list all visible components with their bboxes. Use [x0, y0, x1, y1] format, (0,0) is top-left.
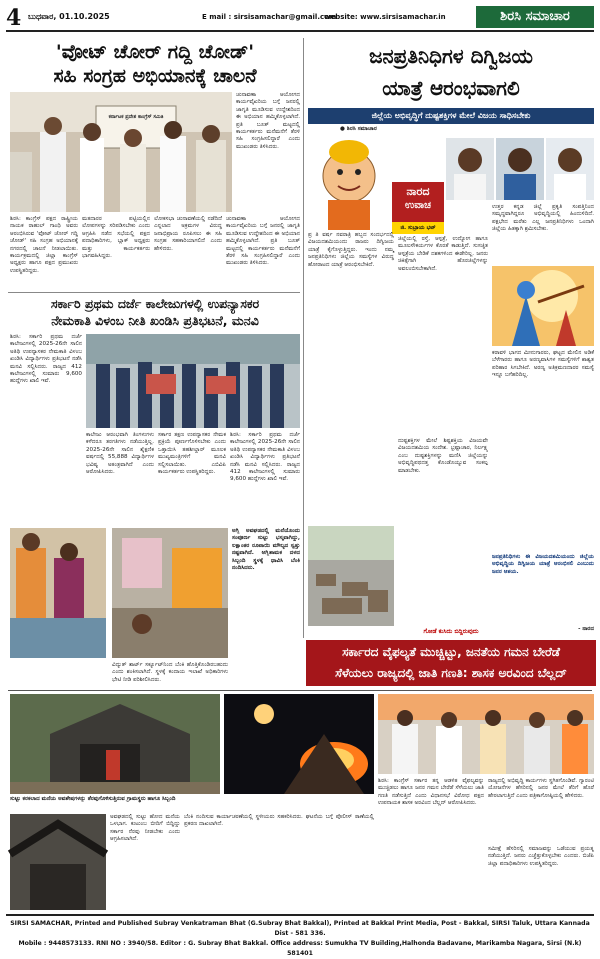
lecturer-story-body: ಸರ್ಕಾರ ತಕ್ಷಣ ಉಪನ್ಯಾಸಕರ ನೇಮಕ ಪ್ರಕ್ರಿಯೆ ಪೂರ್ಣಗೊಳಿಸಬೇಕು ಎಂದು ಒತ್ತಾಯಿಸಿ ತಹಶೀಲ್ದಾರ್ ಮೂಲಕ ಮುಖ್ಯಮಂತ್ರಿಗಳಿಗೆ ಮನವಿ ಸಲ್ಲಿಸಲಾಯಿತು. ಎಬಿವಿಪಿ ಕಾರ್ಯಕರ್ತರು ಉಪಸ್ಥಿತರಿದ್ದರು. [158, 432, 226, 476]
caste-story-body: ಸಮೀಕ್ಷೆ ಹೆಸರಿನಲ್ಲಿ ಸಮಾಜವನ್ನು ಒಡೆಯುವ ಪ್ರಯತ್ನ ನಡೆಯುತ್ತಿದೆ. ಜನರು ಎಚ್ಚೆತ್ತುಕೊಳ್ಳಬೇಕು ಎಂದರು. ಬಿಜೆಪಿ ಜಿಲ್ಲಾ ಪದಾಧಿಕಾರಿಗಳು ಉಪಸ್ಥಿತರಿದ್ದರು. [488, 846, 594, 867]
column-name: ಉವಾಚ [404, 200, 432, 211]
vote-campaign-photo [10, 92, 232, 212]
lecturer-story-body: ಶಿರಸಿ: ಸರ್ಕಾರಿ ಪ್ರಥಮ ದರ್ಜೆ ಕಾಲೇಜುಗಳಲ್ಲಿ 2025-26ನೇ ಸಾಲಿನ ಅತಿಥಿ ಉಪನ್ಯಾಸಕರ ನೇಮಕಾತಿ ವಿಳಂಬ ಖಂಡಿಸಿ ವಿದ್ಯಾರ್ಥಿಗಳು ಪ್ರತಿಭಟನೆ ನಡೆಸಿ ಮನವಿ ಸಲ್ಲಿಸಿದರು. ರಾಜ್ಯದ 412 ಕಾಲೇಜುಗಳಲ್ಲಿ ಸುಮಾರು 9,600 ಹುದ್ದೆಗಳು ಖಾಲಿ ಇವೆ. [230, 432, 300, 483]
headline-line: ಸಹಿ ಸಂಗ್ರಹ ಅಭಿಯಾನಕ್ಕೆ ಚಾಲನೆ [53, 65, 257, 87]
leader-portrait [496, 138, 544, 200]
lecturer-story-headline [10, 295, 300, 329]
column-sign-off: - ನಾರದ [578, 626, 594, 632]
column-headline [308, 40, 594, 104]
narada-cartoon [308, 134, 390, 230]
vote-story-body: ಶಿರಸಿ: ಕಾಂಗ್ರೆಸ್ ಪಕ್ಷದ ರಾಷ್ಟ್ರೀಯ ನಾಯಕ ರಾಹುಲ್ ಗಾಂಧಿ ಅವರು ಆರಂಭಿಸಿರುವ 'ವೋಟ್ ಚೋರ್ ಗದ್ದಿ ಚೋಡ್' ಸಹಿ ಸಂಗ್ರಹ ಅಭಿಯಾನಕ್ಕೆ ನಗರದಲ್ಲಿ ಚಾಲನೆ ನೀಡಲಾಯಿತು. ಕಾರ್ಯಕ್ರಮದಲ್ಲಿ ಜಿಲ್ಲಾ ಕಾಂಗ್ರೆಸ್ ಅಧ್ಯಕ್ಷರು ಹಾಗೂ ಪಕ್ಷದ ಪ್ರಮುಖರು ಉಪಸ್ಥಿತರಿದ್ದರು. [10, 216, 78, 274]
press-meet-photo [378, 694, 594, 774]
column-divider [303, 38, 304, 638]
vote-story-body: ಚುನಾವಣಾ ಆಯೋಗದ ಕಾರ್ಯವೈಖರಿಯ ಬಗ್ಗೆ ಜನರಲ್ಲಿ ಜಾಗೃತಿ ಮೂಡಿಸುವ ಉದ್ದೇಶದಿಂದ ಈ ಅಭಿಯಾನ ಹಮ್ಮಿಕೊಳ್ಳಲಾಗಿದೆ. ಪ್ರತಿ ಬೂತ್ ಮಟ್ಟದಲ್ಲಿ ಕಾರ್ಯಕರ್ತರು ಮನೆಮನೆಗೆ ತೆರಳಿ ಸಹಿ ಸಂಗ್ರಹಿಸಲಿದ್ದಾರೆ ಎಂದು ಮುಖಂಡರು ತಿಳಿಸಿದರು. [226, 216, 300, 267]
column-body: ದುಷ್ಟಶಕ್ತಿಗಳ ಮೇಲೆ ಶಿಷ್ಟಶಕ್ತಿಯ ವಿಜಯವೇ ವಿಜಯದಶಮಿಯ ಸಂದೇಶ. ಭ್ರಷ್ಟಾಚಾರ, ನಿರ್ಲಕ್ಷ್ಯ ಎಂಬ ದುಷ್ಟಶಕ್ತಿಗಳನ್ನು ಮಣಿಸಿ ಜಿಲ್ಲೆಯನ್ನು ಅಭಿವೃದ್ಧಿಪಥದತ್ತ ಕೊಂಡೊಯ್ಯುವ ಸಂಕಲ್ಪ ಮಾಡಬೇಕು. [398, 438, 488, 474]
masthead-email[interactable]: E mail : sirsisamachar@gmail.com [202, 13, 337, 21]
column-body: ಉತ್ತರ ಕನ್ನಡ ಜಿಲ್ಲೆ ಪ್ರಕೃತಿ ಸಂಪತ್ತಿನಿಂದ ಸಮೃದ್ಧವಾಗಿದ್ದರೂ ಅಭಿವೃದ್ಧಿಯಲ್ಲಿ ಹಿಂದುಳಿದಿದೆ. ಪಕ್ಷಭೇದ ಮರೆತು ಎಲ್ಲ ಜನಪ್ರತಿನಿಧಿಗಳು ಒಂದಾಗಿ ಜಿಲ್ಲೆಯ ಹಿತಕ್ಕಾಗಿ ಶ್ರಮಿಸಬೇಕು. [492, 204, 594, 233]
wall-collapse-caption: ಗೋಡೆ ಕುಸಿದು ಬಿದ್ದಿರುವುದು [423, 628, 479, 635]
fire-story-body: ವಿದ್ಯುತ್ ಶಾರ್ಟ್ ಸರ್ಕ್ಯೂಟ್‌ನಿಂದ ಬೆಂಕಿ ಹೊತ್ತಿಕೊಂಡಿರಬಹುದು ಎಂದು ಶಂಕಿಸಲಾಗಿದೆ. ಸ್ಥಳಕ್ಕೆ ಕಂದಾಯ ಇಲಾಖೆ ಅಧಿಕಾರಿಗಳು ಭೇಟಿ ನೀಡಿ ಪರಿಶೀಲಿಸಿದರು. [112, 662, 228, 683]
headline-line: ಸೆಳೆಯಲು ರಾಜ್ಯದಲ್ಲಿ ಜಾತಿ ಗಣತಿ: ಶಾಸಕ ಅರವಿಂದ ಬೆಲ್ಲದ್ [335, 666, 567, 680]
issue-date: ಬುಧವಾರ, 01.10.2025 [28, 12, 110, 21]
wall-collapse-photo [308, 526, 394, 626]
headline-line: ಸರ್ಕಾರದ ವೈಫಲ್ಯತೆ ಮುಚ್ಚಿಟ್ಟು, ಜನತೆಯ ಗಮನ ಬೇರೆಡೆ [342, 645, 560, 659]
headline-line: ಯಾತ್ರೆ ಆರಂಭವಾಗಲಿ [382, 76, 520, 100]
student-protest-photo [86, 334, 300, 428]
section-divider [8, 690, 592, 691]
fire-scene-photo [112, 528, 228, 658]
burnt-house-photo [10, 694, 220, 794]
column-body: ಪ್ರ ತಿ ವರ್ಷ ನವರಾತ್ರಿ ಹಬ್ಬದ ಸಂದರ್ಭದಲ್ಲಿ ವಿಜಯದಶಮಿಯಂದು ರಾಜರು ದಿಗ್ವಿಜಯ ಯಾತ್ರೆ ಕೈಗೊಳ್ಳುತ್ತಿದ್ದರು. ಇಂದು ನಮ್ಮ ಜನಪ್ರತಿನಿಧಿಗಳು ಜಿಲ್ಲೆಯ ಸಮಸ್ಯೆಗಳ ವಿರುದ್ಧ ಹೋರಾಟದ ಯಾತ್ರೆ ಆರಂಭಿಸಬೇಕಿದೆ. [308, 232, 394, 268]
page-number: 4 [6, 5, 22, 31]
vote-story-body: ಲೋಕಸಭಾ ಚುನಾವಣೆಯಲ್ಲಿ ನಡೆದಿದೆ ಎನ್ನಲಾದ ಅಕ್ರಮಗಳ ವಿರುದ್ಧ ಜನಾಭಿಪ್ರಾಯ ರೂಪಿಸಲು ಈ ಸಹಿ ಸಂಗ್ರಹ ಸಹಕಾರಿಯಾಗಲಿದೆ ಎಂದು ಹೇಳಿದರು. [154, 216, 222, 252]
imprint-footer [6, 914, 594, 957]
section-divider [8, 292, 300, 293]
fire-side-note: ಅವಘಡದಲ್ಲಿ ಸುಟ್ಟು ಹೋದ ಮನೆಯ ಒಳಭಾಗ. ಕುಟುಂಬ ಬೀದಿಗೆ ಬಿದ್ದಿದ್ದು ಸರ್ಕಾರ ನೆರವು ನೀಡಬೇಕು ಎಂದು ಆಗ್ರಹಿಸಲಾಗಿದೆ. [110, 814, 180, 843]
column-pull-quote: ಜನಪ್ರತಿನಿಧಿಗಳು ಈ ವಿಜಯದಶಮಿಯಂದು ಜಿಲ್ಲೆಯ ಅಭಿವೃದ್ಧಿಯ ದಿಗ್ವಿಜಯ ಯಾತ್ರೆ ಆರಂಭಿಸಲಿ ಎಂಬುದು ಜನರ ಆಶಯ. [492, 554, 594, 575]
lecturer-story-body: ಶಿರಸಿ: ಸರ್ಕಾರಿ ಪ್ರಥಮ ದರ್ಜೆ ಕಾಲೇಜುಗಳಲ್ಲಿ 2025-26ನೇ ಸಾಲಿನ ಅತಿಥಿ ಉಪನ್ಯಾಸಕರ ನೇಮಕಾತಿ ವಿಳಂಬ ಖಂಡಿಸಿ ವಿದ್ಯಾರ್ಥಿಗಳು ಪ್ರತಿಭಟನೆ ನಡೆಸಿ ಮನವಿ ಸಲ್ಲಿಸಿದರು. ರಾಜ್ಯದ 412 ಕಾಲೇಜುಗಳಲ್ಲಿ ಸುಮಾರು 9,600 ಹುದ್ದೆಗಳು ಖಾಲಿ ಇವೆ. [10, 334, 82, 385]
leader-portrait [446, 138, 494, 200]
column-author: ● ಶಿರಸಿ ಸಮಾಚಾರ [340, 126, 377, 132]
headline-line: ಸರ್ಕಾರಿ ಪ್ರಥಮ ದರ್ಜೆ ಕಾಲೇಜುಗಳಲ್ಲಿ ಉಪನ್ಯಾಸಕರ [50, 296, 260, 311]
masthead [6, 6, 594, 32]
column-subheadline: ಜಿಲ್ಲೆಯ ಅಭಿವೃದ್ಧಿಗೆ ದುಷ್ಟಶಕ್ತಿಗಳ ಮೇಲೆ ವಿಜಯ ಸಾಧಿಸಬೇಕು [308, 108, 594, 124]
column-body: ಜಿಲ್ಲೆಯಲ್ಲಿ ರಸ್ತೆ, ಆಸ್ಪತ್ರೆ, ಉದ್ಯೋಗ ಹಾಗೂ ಮೂಲಸೌಕರ್ಯಗಳ ಕೊರತೆ ಕಾಡುತ್ತಿದೆ. ಸುಸಜ್ಜಿತ ಆಸ್ಪತ್ರೆಯ ಬೇಡಿಕೆ ದಶಕಗಳಿಂದ ಈಡೇರಿಲ್ಲ. ಜನರು ಚಿಕಿತ್ಸೆಗಾಗಿ ಹೊರಜಿಲ್ಲೆಗಳನ್ನು ಅವಲಂಬಿಸಬೇಕಾಗಿದೆ. [398, 236, 488, 272]
burnt-interior-photo [10, 814, 106, 910]
paper-name: ಶಿರಸಿ ಸಮಾಚಾರ [476, 6, 594, 28]
fire-night-photo [224, 694, 374, 794]
imprint-line: Mobile : 9448573133. RNI NO : 3940/58. Editor : G. Subray Bhat Bakkal. Office address: Sumukha TV Building,Halhonda Badavane, Marikamba Nagara, Sirsi (N.k) 581401 [18, 940, 582, 957]
column-byline: ಜಿ. ಸುಬ್ರಾಯ ಭಟ್ [392, 222, 444, 234]
vote-story-body: ಚುನಾವಣಾ ಆಯೋಗದ ಕಾರ್ಯವೈಖರಿಯ ಬಗ್ಗೆ ಜನರಲ್ಲಿ ಜಾಗೃತಿ ಮೂಡಿಸುವ ಉದ್ದೇಶದಿಂದ ಈ ಅಭಿಯಾನ ಹಮ್ಮಿಕೊಳ್ಳಲಾಗಿದೆ. ಪ್ರತಿ ಬೂತ್ ಮಟ್ಟದಲ್ಲಿ ಕಾರ್ಯಕರ್ತರು ಮನೆಮನೆಗೆ ತೆರಳಿ ಸಹಿ ಸಂಗ್ರಹಿಸಲಿದ್ದಾರೆ ಎಂದು ಮುಖಂಡರು ತಿಳಿಸಿದರು. [236, 92, 300, 150]
caste-census-headline [306, 640, 596, 686]
headline-line: 'ವೋಟ್ ಚೋರ್ ಗದ್ದಿ ಚೋಡ್' [55, 41, 255, 63]
campaign-sign-text: ಕರ್ನಾಟಕ ಪ್ರದೇಶ ಕಾಂಗ್ರೆಸ್ ಸಮಿತಿ [108, 114, 164, 120]
caste-story-body: ಶಿರಸಿ: ಕಾಂಗ್ರೆಸ್ ಸರ್ಕಾರ ತನ್ನ ಆಡಳಿತ ವೈಫಲ್ಯವನ್ನು ಮುಚ್ಚಿಡಲು ಹಾಗೂ ಜನರ ಗಮನ ಬೇರೆಡೆ ಸೆಳೆಯಲು ಜಾತಿ ಗಣತಿ ನಡೆಸುತ್ತಿದೆ ಎಂದು ವಿಧಾನಸಭೆ ವಿರೋಧ ಪಕ್ಷದ ಉಪನಾಯಕ ಶಾಸಕ ಅರವಿಂದ ಬೆಲ್ಲದ್ ಆರೋಪಿಸಿದರು. [378, 778, 484, 807]
vijayadashami-illustration [492, 266, 594, 346]
headline-line: ನೇಮಕಾತಿ ವಿಳಂಬ ನೀತಿ ಖಂಡಿಸಿ ಪ್ರತಿಭಟನೆ, ಮನವಿ [51, 313, 259, 328]
office-visit-photo [10, 528, 106, 658]
caste-story-body: ರಾಜ್ಯದಲ್ಲಿ ಅಭಿವೃದ್ಧಿ ಕಾರ್ಯಗಳು ಸ್ಥಗಿತಗೊಂಡಿವೆ. ಗ್ಯಾರಂಟಿ ಯೋಜನೆಗಳ ಹೆಸರಿನಲ್ಲಿ ಜನರ ಮೇಲೆ ತೆರಿಗೆ ಹೊರೆ ಹೇರಲಾಗುತ್ತಿದೆ ಎಂದು ಪತ್ರಿಕಾಗೋಷ್ಠಿಯಲ್ಲಿ ಹೇಳಿದರು. [488, 778, 594, 799]
vote-story-body: ಮತದಾರರ ಪಟ್ಟಿಯಲ್ಲಿನ ಲೋಪಗಳನ್ನು ಸರಿಪಡಿಸಬೇಕು ಎಂದು ಆಗ್ರಹಿಸಿ ನಡೆದ ಸಭೆಯಲ್ಲಿ ಪಕ್ಷದ ಪದಾಧಿಕಾರಿಗಳು, ಬ್ಲಾಕ್ ಅಧ್ಯಕ್ಷರು ಮತ್ತು ಕಾರ್ಯಕರ್ತರು ಭಾಗವಹಿಸಿದ್ದರು. [82, 216, 150, 260]
column-name-badge [392, 182, 444, 222]
leader-portrait [546, 138, 594, 200]
headline-line: ಜನಪ್ರತಿನಿಧಿಗಳ ದಿಗ್ವಿಜಯ [369, 44, 533, 68]
fire-photo-caption: ಸುಟ್ಟು ಕರಕಲಾದ ಮನೆಯ ಅವಶೇಷಗಳನ್ನು ತೆರವುಗೊಳಿಸುತ್ತಿರುವ ಗ್ರಾಮಸ್ಥರು ಹಾಗೂ ಸಿಬ್ಬಂದಿ [10, 796, 176, 802]
fire-story-body: ಅಗ್ನಿ ಅವಘಡದಲ್ಲಿ ಮನೆಯೊಂದು ಸಂಪೂರ್ಣ ಸುಟ್ಟು ಭಸ್ಮವಾಗಿದ್ದು, ಲಕ್ಷಾಂತರ ರೂಪಾಯಿ ಮೌಲ್ಯದ ಸ್ವತ್ತು ನಷ್ಟವಾಗಿದೆ. ಅಗ್ನಿಶಾಮಕ ದಳದ ಸಿಬ್ಬಂದಿ ಸ್ಥಳಕ್ಕೆ ಧಾವಿಸಿ ಬೆಂಕಿ ನಂದಿಸಿದರು. [232, 528, 300, 572]
vote-story-headline [10, 40, 300, 88]
masthead-website[interactable]: website: www.sirsisamachar.in [324, 13, 446, 21]
column-body: ಕರಾವಳಿ ಭಾಗದ ಮೀನುಗಾರರು, ಘಟ್ಟದ ಮೇಲಿನ ಅಡಿಕೆ ಬೆಳೆಗಾರರು ಹಾಗೂ ಅರಣ್ಯವಾಸಿಗಳ ಸಮಸ್ಯೆಗಳಿಗೆ ಶಾಶ್ವತ ಪರಿಹಾರ ಸಿಗಬೇಕಿದೆ. ಅರಣ್ಯ ಅತಿಕ್ರಮಣದಾರರ ಸಮಸ್ಯೆ ಇನ್ನೂ ಬಗೆಹರಿದಿಲ್ಲ. [492, 350, 594, 379]
imprint-line: SIRSI SAMACHAR, Printed and Published Subray Venkatraman Bhat (G.Subray Bhat Bakkal), Printed at Bakkal Print Media, Post - Bakkal, SIRSI Taluk, Uttara Kannada Dist - 581 336. [10, 920, 590, 937]
lecturer-story-body: ಕಾಲೇಜು ಆರಂಭವಾಗಿ ತಿಂಗಳುಗಳು ಕಳೆದರೂ ತರಗತಿಗಳು ನಡೆಯುತ್ತಿಲ್ಲ. 2025-26ನೇ ಸಾಲಿನ ಶೈಕ್ಷಣಿಕ ವರ್ಷದಲ್ಲಿ 55,888 ವಿದ್ಯಾರ್ಥಿಗಳ ಭವಿಷ್ಯ ಅತಂತ್ರವಾಗಿದೆ ಎಂದು ಆರೋಪಿಸಿದರು. [86, 432, 154, 476]
fire-story-body: ಬೆಂಕಿ ನಂದಿಸುವ ಕಾರ್ಯಾಚರಣೆಯಲ್ಲಿ ಸ್ಥಳೀಯರು ಸಹಕರಿಸಿದರು. ಘಟನೆಯ ಬಗ್ಗೆ ಪೊಲೀಸ್ ಠಾಣೆಯಲ್ಲಿ ಪ್ರಕರಣ ದಾಖಲಾಗಿದೆ. [184, 814, 374, 828]
column-name: ನಾರದ [406, 185, 430, 198]
